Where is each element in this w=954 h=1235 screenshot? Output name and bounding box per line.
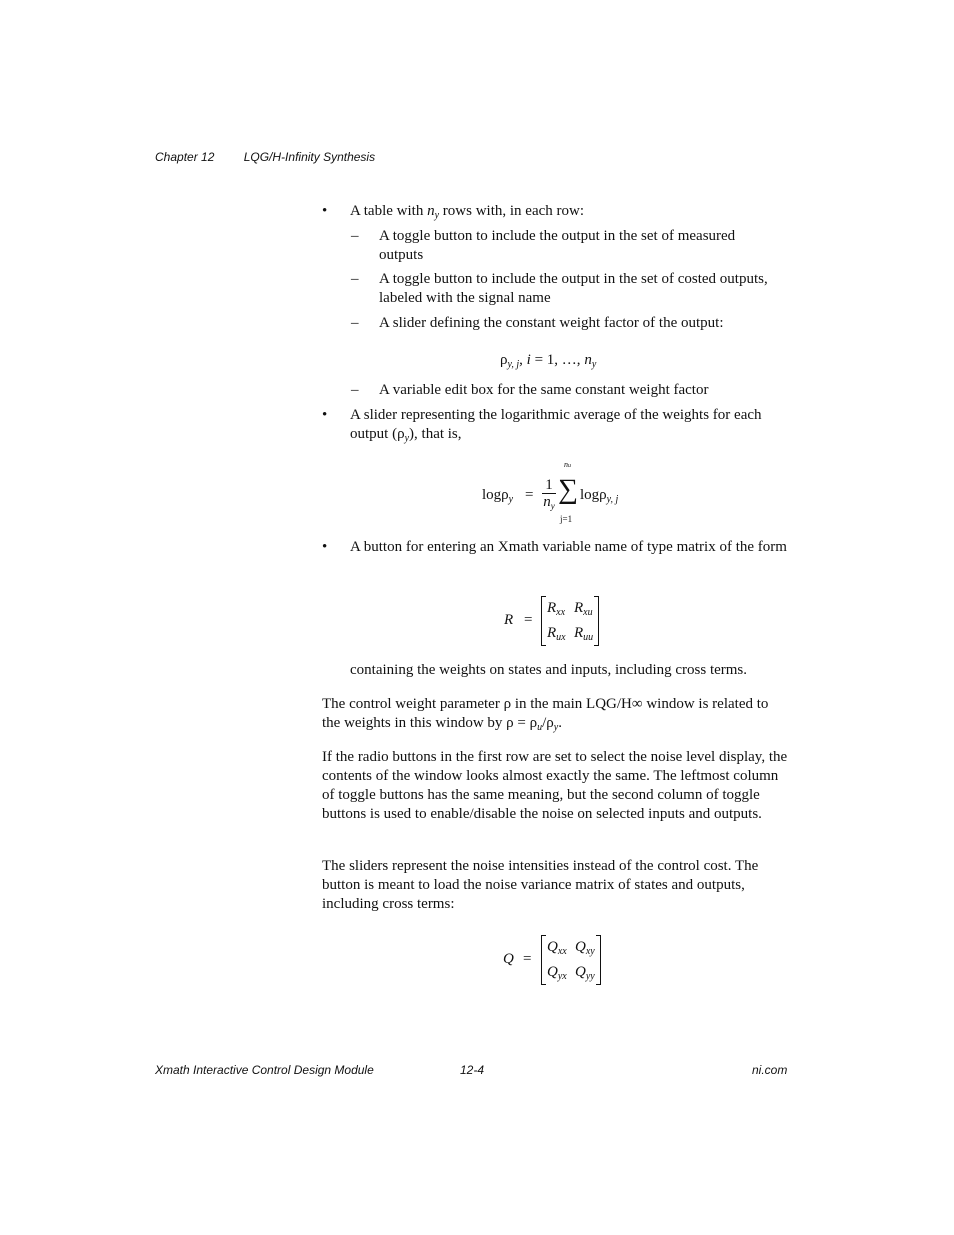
bullet-slider-average: A slider representing the logarithmic average of the weights for each output $(\rho_y)$, that is, <box>350 407 762 444</box>
paragraph-control-weight: The control weight parameter ρ in the main LQG/H∞ window is related to the weights in this window by $\rho = \rho_u/\rho_y$. <box>322 696 769 733</box>
footer-page-number: 12-4 <box>460 1063 485 1077</box>
dash-marker: – <box>351 315 359 331</box>
bullet-table-description: A table with $n_y$ rows with, in each row: <box>350 203 584 221</box>
equation-rho-yj: $\rho_{y, j}$, i = 1, …, $n_y$ <box>500 352 597 370</box>
dash-item-slider: A slider defining the constant weight factor of the output: <box>379 315 724 331</box>
matrix-brackets: $Q_{xx}$ $Q_{xy}$ $Q_{yx}$ $Q_{yy}$ <box>541 935 601 985</box>
summation-sign: ∑ <box>558 474 578 505</box>
dash-marker: – <box>351 271 359 287</box>
footer-manual-title: Xmath Interactive Control Design Module <box>155 1063 374 1077</box>
bullet-marker: • <box>322 407 328 423</box>
bullet-matrix-button: A button for entering an Xmath variable name of type matrix of the form <box>350 539 787 555</box>
fraction: 1 $n_y$ <box>542 477 556 515</box>
dash-marker: – <box>351 382 359 398</box>
matrix-brackets: $R_{xx}$ $R_{xu}$ $R_{ux}$ $R_{uu}$ <box>541 596 599 646</box>
dash-item-costed: A toggle button to include the output in the set of costed outputs, labeled with the signal name <box>379 271 768 306</box>
chapter-title: LQG/H-Infinity Synthesis <box>243 150 376 164</box>
footer-website: ni.com <box>752 1063 788 1077</box>
bullet-marker: • <box>322 203 328 219</box>
matrix-caption: containing the weights on states and inputs, including cross terms. <box>350 662 748 678</box>
dash-marker: – <box>351 228 359 244</box>
dash-item-measured: A toggle button to include the output in the set of measured outputs <box>379 228 736 263</box>
running-header <box>155 150 375 164</box>
paragraph-noise-display: If the radio buttons in the first row are set to select the noise level display, the contents of the window looks almost exactly the same. The leftmost column of toggle buttons has the same meaning, but the second column of toggle buttons is used to enable/disable the noise on selected inputs and outputs. <box>322 749 788 822</box>
equation-log-average: logρ$_y$ = 1 $n_y$ nu ∑ j=1 logρ$_{y, j}$ <box>482 460 619 524</box>
paragraph-noise-sliders: The sliders represent the noise intensities instead of the control cost. The button is meant to load the noise variance matrix of states and outputs, including cross terms: <box>322 858 759 912</box>
chapter-label: Chapter 12 <box>155 150 215 164</box>
equation-q-matrix: Q = $Q_{xx}$ $Q_{xy}$ $Q_{yx}$ $Q_{yy}$ <box>503 935 603 989</box>
bullet-marker: • <box>322 539 328 555</box>
dash-item-edit-box: A variable edit box for the same constant weight factor <box>379 382 709 398</box>
equation-r-matrix: R = $R_{xx}$ $R_{xu}$ $R_{ux}$ $R_{uu}$ <box>504 596 604 650</box>
